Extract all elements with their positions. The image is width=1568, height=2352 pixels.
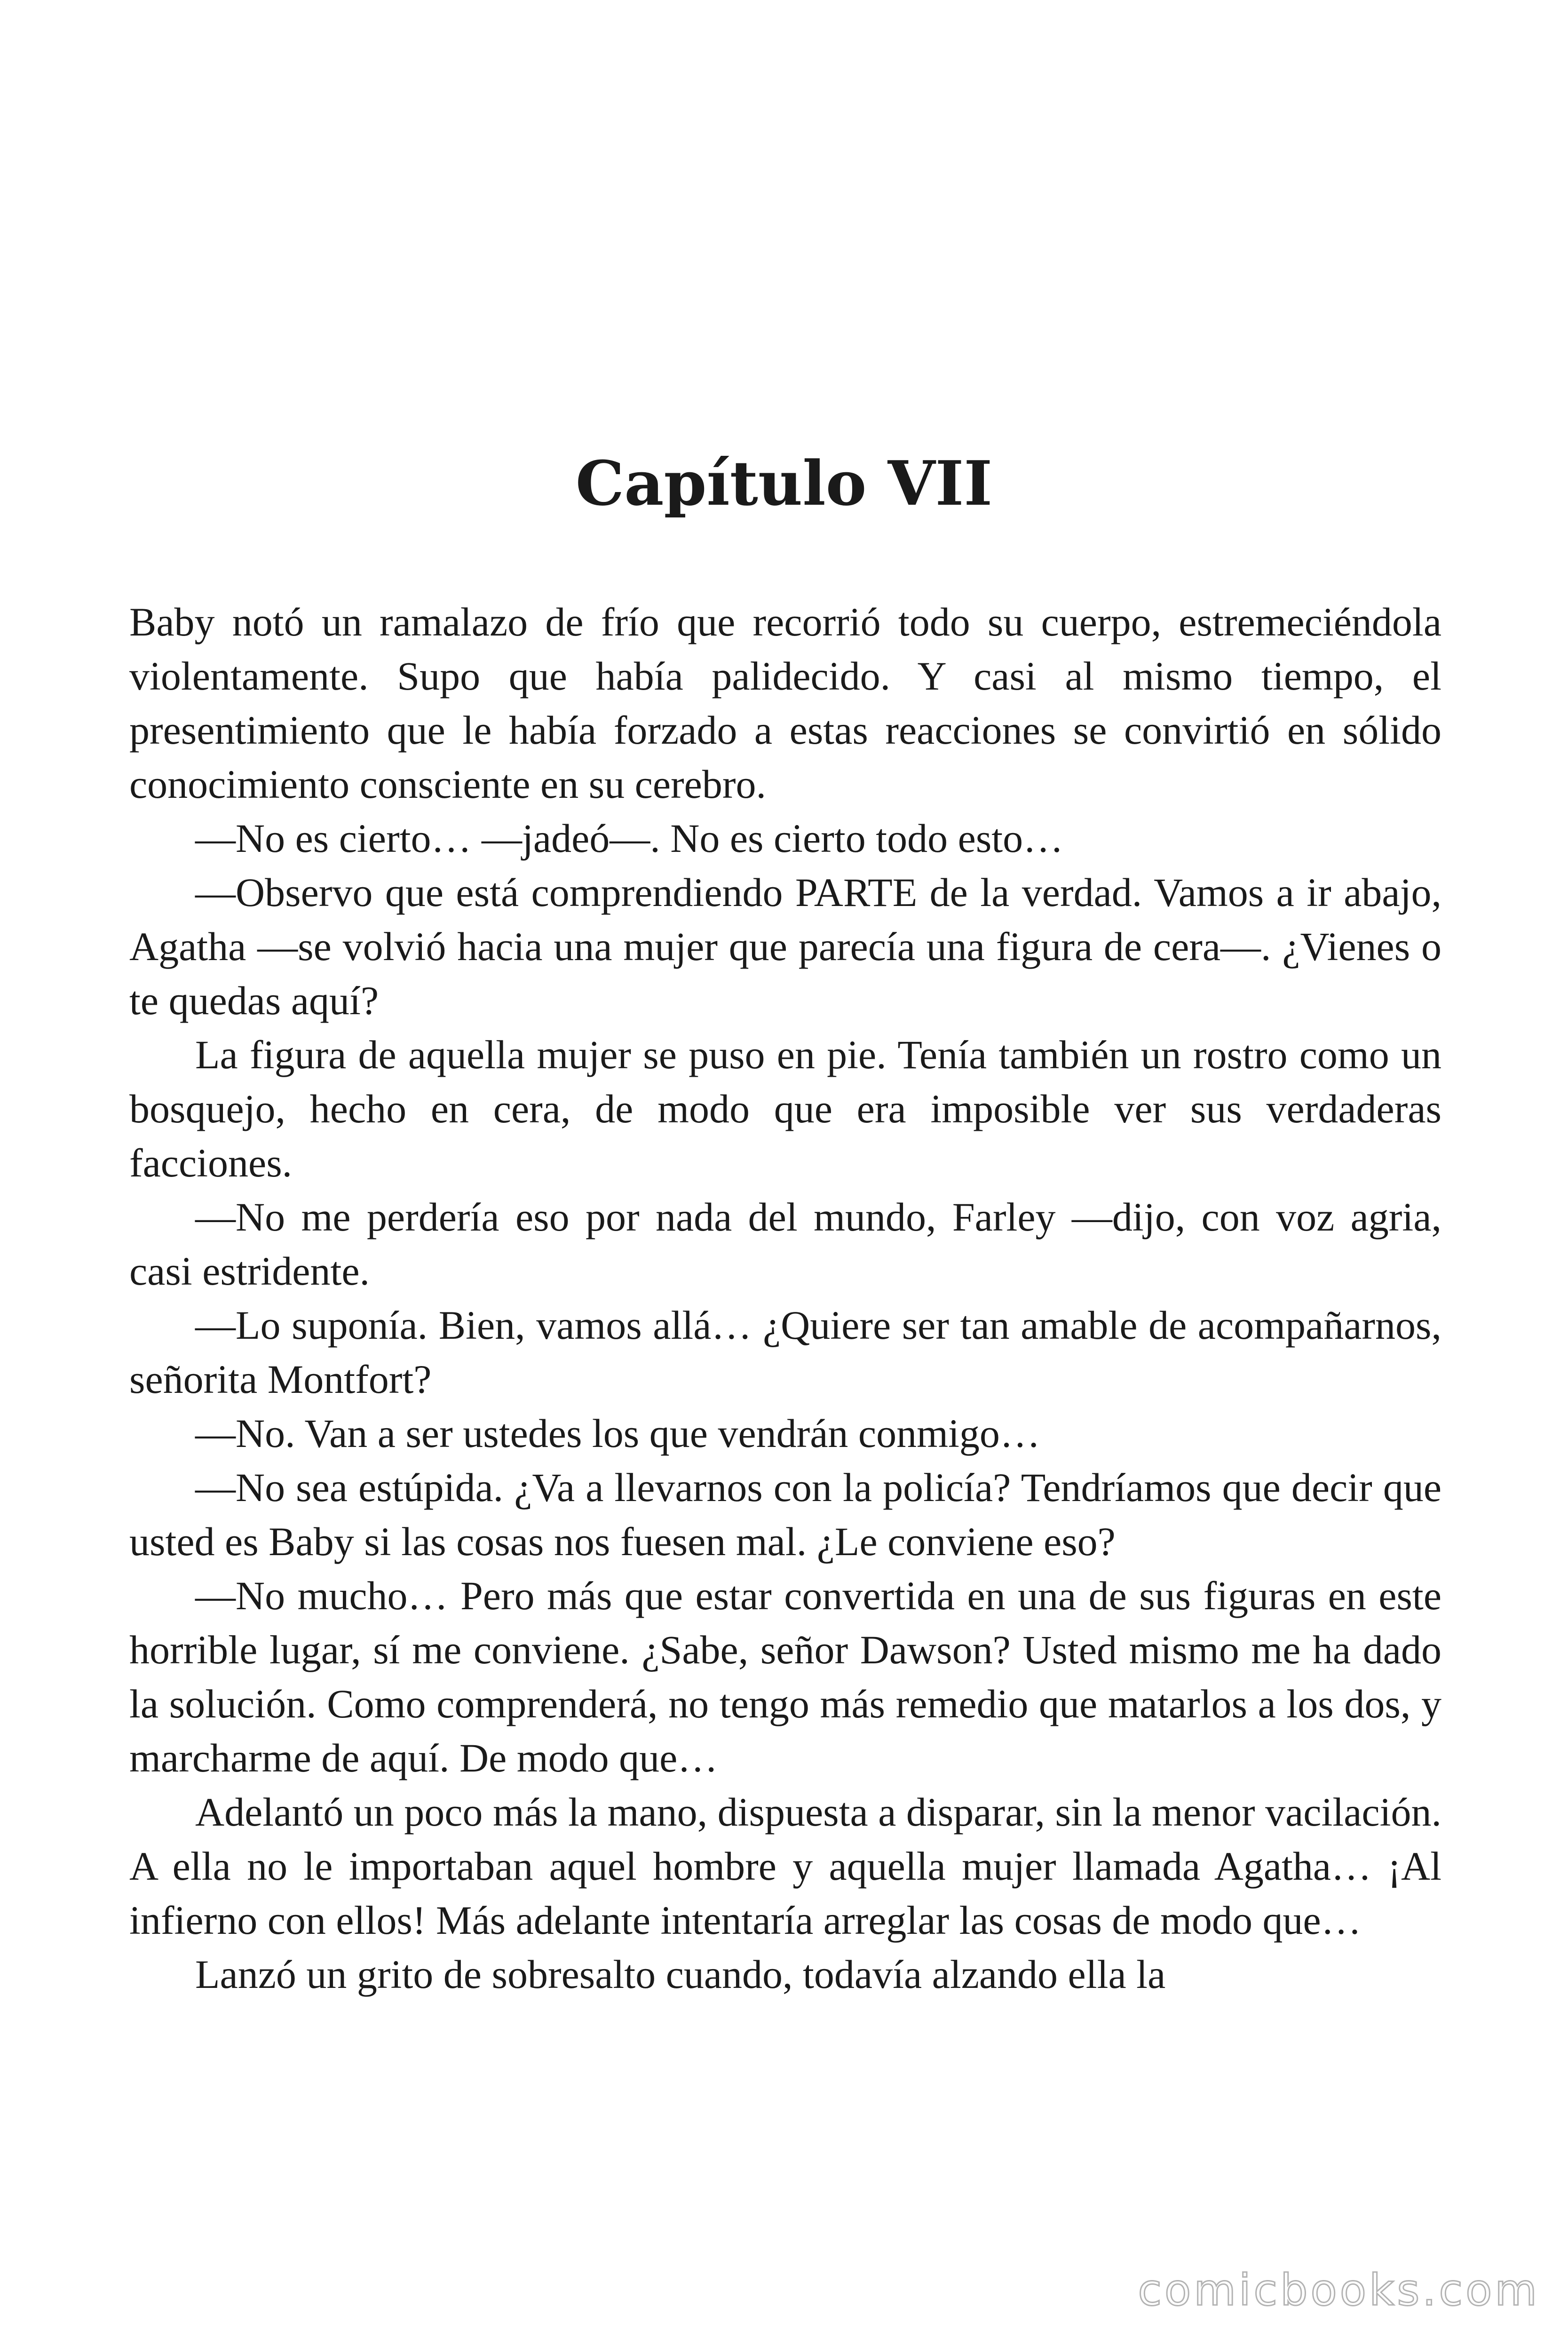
- paragraph: —No sea estúpida. ¿Va a llevarnos con la policía? Tendríamos que decir que usted es Baby si las cosas nos fuesen mal. ¿Le conviene eso?: [129, 1465, 1441, 1564]
- paragraph: —No mucho… Pero más que estar convertida en una de sus figuras en este horrible lugar, sí me conviene. ¿Sabe, señor Dawson? Usted mismo me ha dado la solución. Como comprenderá, no tengo más remedio que matarlos a los dos, y marcharme de aquí. De modo que…: [129, 1573, 1441, 1780]
- chapter-body: [129, 595, 1441, 2002]
- paragraph: Baby notó un ramalazo de frío que recorrió todo su cuerpo, estremeciéndola violentamente. Supo que había palidecido. Y casi al mismo tiempo, el presentimiento que le había forzado a estas reacciones se convirtió en sólido conocimiento consciente en su cerebro.: [129, 599, 1441, 807]
- paragraph: —No me perdería eso por nada del mundo, Farley —dijo, con voz agria, casi estridente.: [129, 1194, 1441, 1294]
- paragraph: —Lo suponía. Bien, vamos allá… ¿Quiere ser tan amable de acompañarnos, señorita Montfort?: [129, 1303, 1441, 1402]
- paragraph: —No es cierto… —jadeó—. No es cierto todo esto…: [195, 816, 1064, 861]
- watermark: comicbooks.com: [1138, 2265, 1540, 2315]
- paragraph: —No. Van a ser ustedes los que vendrán conmigo…: [195, 1411, 1040, 1456]
- paragraph: La figura de aquella mujer se puso en pie. Tenía también un rostro como un bosquejo, hecho en cera, de modo que era imposible ver sus verdaderas facciones.: [129, 1032, 1441, 1185]
- chapter-title: Capítulo VII: [575, 447, 993, 519]
- paragraph: Lanzó un grito de sobresalto cuando, todavía alzando ella la: [195, 1952, 1166, 1997]
- paragraph: Adelantó un poco más la mano, dispuesta a disparar, sin la menor vacilación. A ella no le importaban aquel hombre y aquella mujer llamada Agatha… ¡Al infierno con ellos! Más adelante intentaría arreglar las cosas de modo que…: [129, 1789, 1441, 1943]
- paragraph: —Observo que está comprendiendo PARTE de la verdad. Vamos a ir abajo, Agatha —se volvió hacia una mujer que parecía una figura de cera—. ¿Vienes o te quedas aquí?: [129, 870, 1441, 1023]
